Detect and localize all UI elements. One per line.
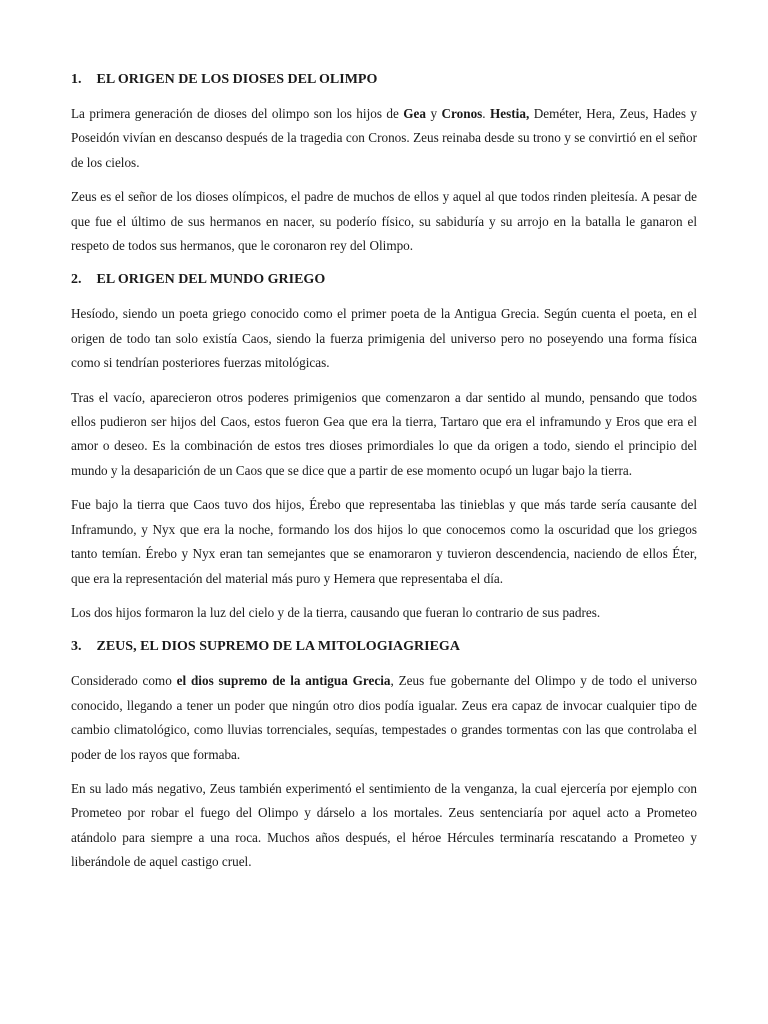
text-run: y <box>426 106 442 121</box>
text-run: Hesíodo, siendo un poeta griego conocido como el primer poeta de la Antigua Grecia. Según cuenta el poeta, en el origen de todo tan solo existía Caos, siendo la fuerza primigenia del universo pero no poseyendo una forma física como si tendrían posteriores fuerzas mitológicas. <box>71 306 697 371</box>
section-heading <box>71 268 697 292</box>
paragraph <box>71 777 697 875</box>
text-run: La primera generación de dioses del olimpo son los hijos de <box>71 106 404 121</box>
text-run: Deméter, Hera, Zeus, Hades y Poseidón vivían en descanso después de la tragedia con Cronos. Zeus reinaba desde su trono y se convirtió en el señor de los cielos. <box>71 106 698 170</box>
section-title: EL ORIGEN DE LOS DIOSES DEL OLIMPO <box>96 72 378 87</box>
text-run: En su lado más negativo, Zeus también experimentó el sentimiento de la venganza, la cual ejercería por ejemplo con Prometeo por robar el fuego del Olimpo y dárselo a los mortales. Zeus sentenciaría por aquel acto a Prometeo atándolo para siempre a una roca. Muchos años después, el héroe Hércules terminaría rescatando a Prometeo y liberándole de aquel castigo cruel. <box>71 780 697 870</box>
paragraph <box>71 102 697 175</box>
section-title: ZEUS, EL DIOS SUPREMO DE LA MITOLOGIAGRIEGA <box>96 639 460 655</box>
text-run: Considerado como <box>71 673 177 689</box>
text-run: Tras el vacío, aparecieron otros poderes primigenios que comenzaron a dar sentido al mundo, pensando que todos ellos pudieron ser hijos del Caos, estos fueron Gea que era la tierra, Tartaro que era el inframundo y Eros que era el amor o deseo. Es la combinación de estos tres dioses primordiales lo que da origen a todo, siendo el principio del mundo y la desaparición de un Caos que se dice que a partir de ese momento ocupó un lugar bajo la tierra. <box>71 389 697 478</box>
text-run: Zeus es el señor de los dioses olímpicos, el padre de muchos de ellos y aquel al que todos rinden pleitesía. A pesar de que fue el último de sus hermanos en nacer, su poderío físico, su sabiduría y su arrojo en la batalla le ganaron el respeto de todos sus hermanos, que le coronaron rey del Olimpo. <box>71 189 697 254</box>
section-number: 1. <box>71 72 82 87</box>
section-heading <box>71 635 697 659</box>
text-run: Fue bajo la tierra que Caos tuvo dos hijos, Érebo que representaba las tinieblas y que más tarde sería causante del Inframundo, y Nyx que era la noche, formando los dos hijos lo que conocemos como la oscuridad que los griegos tanto temían. Érebo y Nyx eran tan semejantes que se enamoraron y tuvieron descendencia, naciendo de ellos Éter, que era la representación del material más puro y Hemera que representaba el día. <box>71 497 697 586</box>
bold-text-run: Hestia, <box>490 106 530 121</box>
paragraph <box>71 386 697 484</box>
paragraph <box>71 493 697 591</box>
bold-text-run: Gea <box>403 106 427 121</box>
section-number: 3. <box>71 639 82 655</box>
section-number: 2. <box>71 272 82 288</box>
section-heading <box>71 68 697 92</box>
paragraph <box>71 601 697 625</box>
paragraph <box>71 302 697 375</box>
text-run: Los dos hijos formaron la luz del cielo y de la tierra, causando que fueran lo contrario de sus padres. <box>71 604 601 620</box>
paragraph <box>71 669 697 767</box>
paragraph <box>71 185 697 258</box>
text-run: , Zeus fue gobernante del Olimpo y de todo el universo conocido, llegando a tener un poder que ningún otro dios podía igualar. Zeus era capaz de invocar cualquier tipo de cambio climatológico, como lluvias torrenciales, sequías, tempestades o grandes tormentas con las que controlaba el poder de los rayos que formaba. <box>71 673 697 762</box>
text-run: . <box>482 106 491 121</box>
section-title: EL ORIGEN DEL MUNDO GRIEGO <box>96 272 326 288</box>
bold-text-run: Cronos <box>441 106 483 121</box>
bold-text-run: el dios supremo de la antigua Grecia <box>176 673 391 689</box>
document-page <box>71 60 697 885</box>
